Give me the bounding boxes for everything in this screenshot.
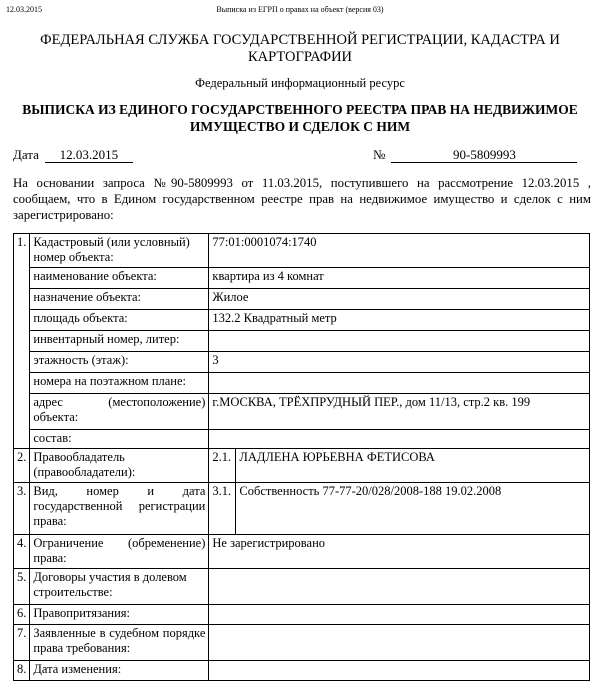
composition-label: состав: [30, 430, 209, 449]
change-date-label: Дата изменения: [30, 661, 209, 681]
right-registration-label: Вид, номер и дата государственной регистрации права: [30, 483, 209, 535]
floor-label: этажность (этаж): [30, 352, 209, 373]
address-label: адрес (местоположение) объекта: [30, 394, 209, 430]
table-row [14, 268, 590, 289]
table-row [14, 535, 590, 569]
object-name-value: квартира из 4 комнат [209, 268, 590, 289]
composition-value [209, 430, 590, 449]
court-claims-label: Заявленные в судебном порядке права требования: [30, 625, 209, 661]
date-value: 12.03.2015 [45, 148, 133, 163]
table-row [14, 352, 590, 373]
agency-name: ФЕДЕРАЛЬНАЯ СЛУЖБА ГОСУДАРСТВЕННОЙ РЕГИСТРАЦИИ, КАДАСТРА И КАРТОГРАФИИ [40, 32, 560, 65]
owner-label: Правообладатель (правообладатели): [30, 449, 209, 483]
table-row [14, 373, 590, 394]
encumbrance-label: Ограничение (обременение) права: [30, 535, 209, 569]
cadastral-label: Кадастровый (или условный) номер объекта: [30, 234, 209, 268]
table-row [14, 605, 590, 625]
floorplan-label: номера на поэтажном плане: [30, 373, 209, 394]
floor-value: 3 [209, 352, 590, 373]
number-line [373, 147, 577, 163]
resource-name: Федеральный информационный ресурс [195, 76, 405, 90]
number-value: 90-5809993 [391, 148, 577, 163]
claims-value [209, 605, 590, 625]
shared-construction-value [209, 569, 590, 605]
owner-sub-number: 2.1. [209, 449, 236, 483]
table-row [14, 310, 590, 331]
date-line [13, 147, 133, 163]
encumbrance-value: Не зарегистрировано [209, 535, 590, 569]
table-row [14, 289, 590, 310]
row-number: 3. [14, 483, 30, 535]
row-number: 6. [14, 605, 30, 625]
date-label: Дата [13, 147, 39, 162]
print-date: 12.03.2015 [6, 5, 42, 14]
inventory-label: инвентарный номер, литер: [30, 331, 209, 352]
shared-construction-label: Договоры участия в долевом строительстве: [30, 569, 209, 605]
row-number: 7. [14, 625, 30, 661]
row-number: 4. [14, 535, 30, 569]
inventory-value [209, 331, 590, 352]
area-value: 132.2 Квадратный метр [209, 310, 590, 331]
number-label: № [373, 147, 386, 162]
registry-table [13, 233, 590, 681]
table-row [14, 394, 590, 430]
row-number: 2. [14, 449, 30, 483]
intro-paragraph: На основании запроса №90-5809993 от 11.03.2015, поступившего на рассмотрение 12.03.2015 , сообщаем, что в Едином государственном реестре прав на недвижимое имущество и сделок с ним зарегистрировано: [13, 176, 591, 222]
row-number: 8. [14, 661, 30, 681]
table-row [14, 483, 590, 535]
row-number: 5. [14, 569, 30, 605]
row-number: 1. [14, 234, 30, 449]
table-row [14, 449, 590, 483]
table-row [14, 234, 590, 268]
table-row [14, 331, 590, 352]
floorplan-value [209, 373, 590, 394]
court-claims-value [209, 625, 590, 661]
right-sub-number: 3.1. [209, 483, 236, 535]
doc-caption: Выписка из ЕГРП о правах на объект (версия 03) [216, 5, 384, 14]
page-header [6, 5, 594, 17]
table-row [14, 430, 590, 449]
table-row [14, 661, 590, 681]
document-title: ВЫПИСКА ИЗ ЕДИНОГО ГОСУДАРСТВЕННОГО РЕЕСТРА ПРАВ НА НЕДВИЖИМОЕ ИМУЩЕСТВО И СДЕЛОК С НИМ [22, 102, 578, 134]
table-row [14, 625, 590, 661]
owner-value: ЛАДЛЕНА ЮРЬЕВНА ФЕТИСОВА [236, 449, 590, 483]
purpose-label: назначение объекта: [30, 289, 209, 310]
change-date-value [209, 661, 590, 681]
area-label: площадь объекта: [30, 310, 209, 331]
cadastral-value: 77:01:0001074:1740 [209, 234, 590, 268]
right-registration-value: Собственность 77-77-20/028/2008-188 19.02.2008 [236, 483, 590, 535]
purpose-value: Жилое [209, 289, 590, 310]
table-row [14, 569, 590, 605]
claims-label: Правопритязания: [30, 605, 209, 625]
object-name-label: наименование объекта: [30, 268, 209, 289]
address-value: г.МОСКВА, ТРЁХПРУДНЫЙ ПЕР., дом 11/13, стр.2 кв. 199 [209, 394, 590, 430]
